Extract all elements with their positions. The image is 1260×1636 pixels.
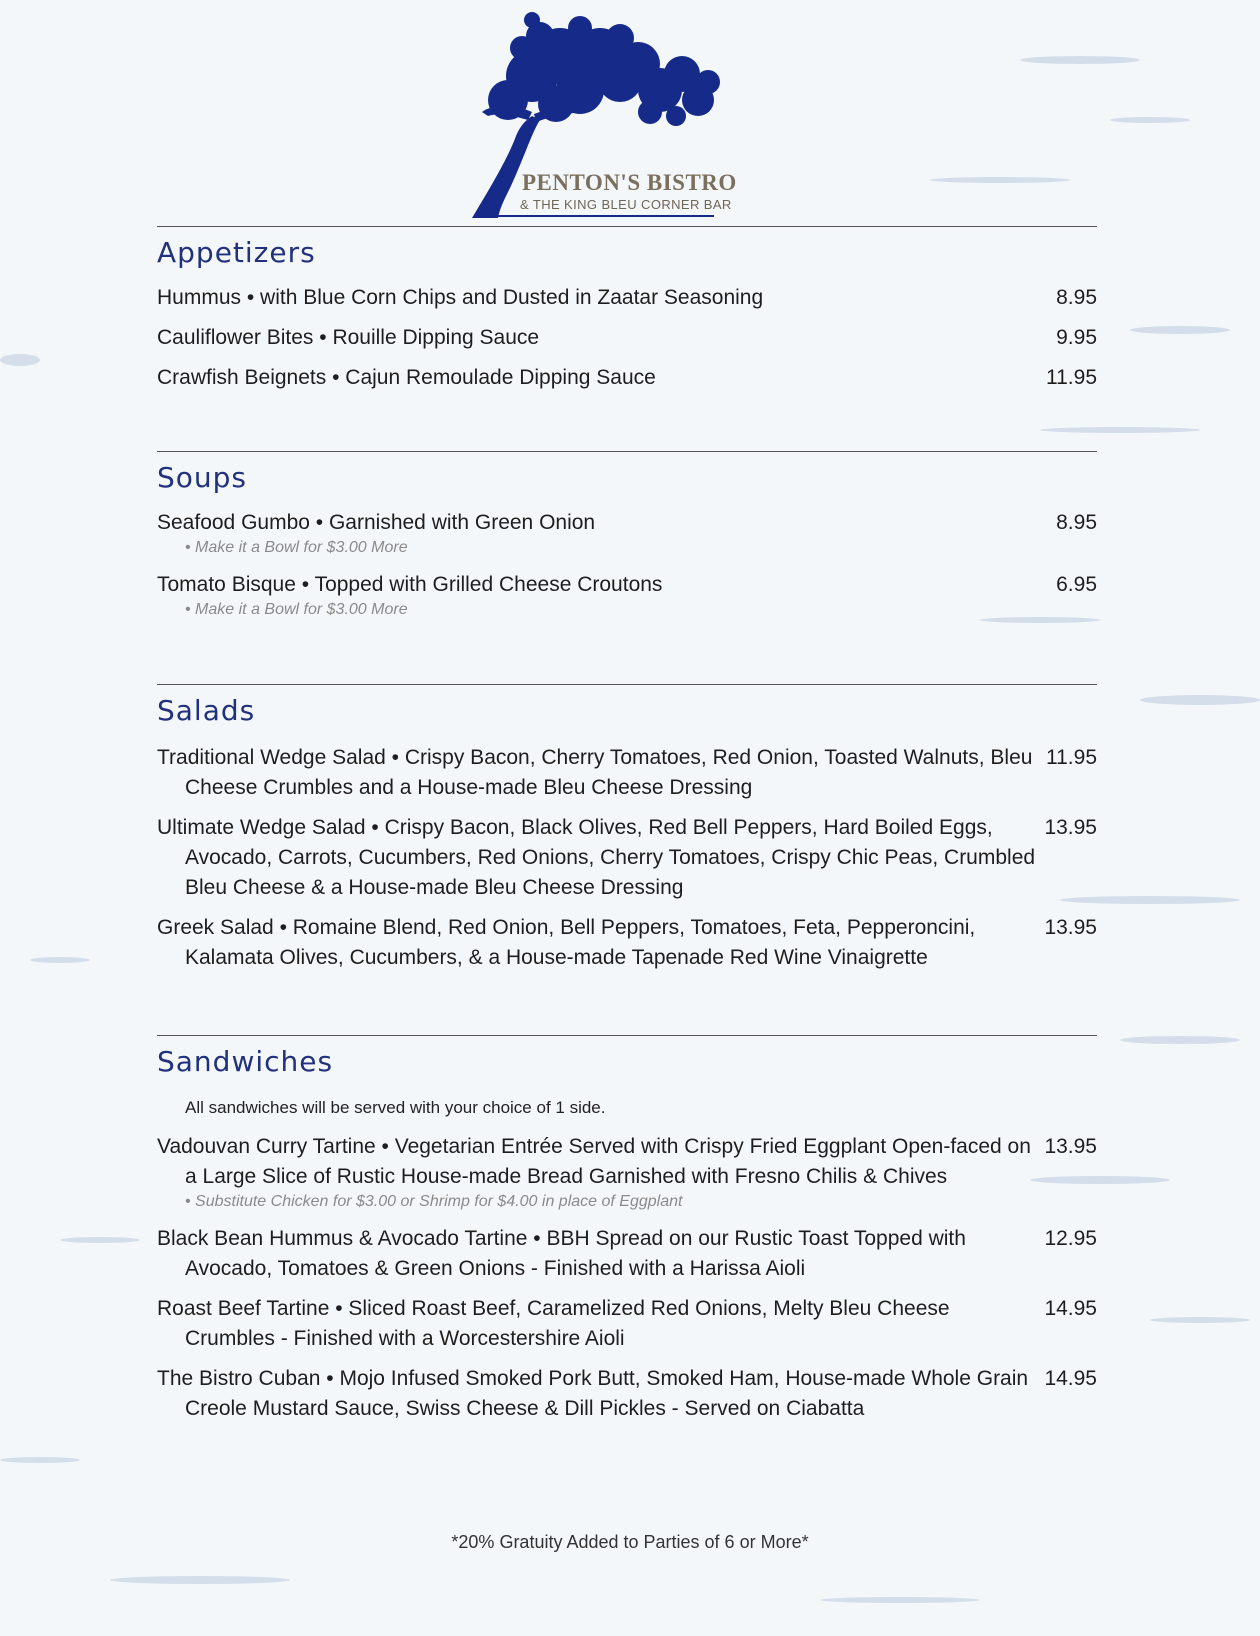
item-name: The Bistro Cuban	[157, 1367, 321, 1390]
item-price: 12.95	[1044, 1227, 1097, 1250]
menu-item	[157, 508, 1097, 560]
item-name: Greek Salad	[157, 916, 274, 939]
item-price: 14.95	[1044, 1367, 1097, 1390]
item-price: 8.95	[1056, 511, 1097, 534]
separator: •	[326, 366, 346, 389]
restaurant-logo	[470, 8, 760, 218]
logo-title: PENTON'S BISTRO	[522, 170, 737, 195]
item-note: • Make it a Bowl for $3.00 More	[185, 539, 408, 556]
item-price: 6.95	[1056, 573, 1097, 596]
item-price: 13.95	[1044, 1135, 1097, 1158]
section-title: Salads	[157, 694, 256, 727]
section-title: Appetizers	[157, 236, 316, 269]
section-soups	[157, 451, 1097, 684]
separator: •	[241, 286, 261, 309]
menu-item	[157, 1364, 1097, 1424]
menu-item	[157, 813, 1097, 903]
menu-item	[157, 1224, 1097, 1284]
item-name: Tomato Bisque	[157, 573, 296, 596]
item-description: BBH Spread on our Rustic Toast Topped with Avocado, Tomatoes & Green Onions - Finished with a Harissa Aioli	[185, 1227, 966, 1280]
section-title: Sandwiches	[157, 1045, 334, 1078]
gratuity-footer: *20% Gratuity Added to Parties of 6 or More*	[451, 1532, 809, 1552]
item-description: Cajun Remoulade Dipping Sauce	[345, 366, 656, 389]
item-description: Sliced Roast Beef, Caramelized Red Onions, Melty Bleu Cheese Crumbles - Finished with a Worcestershire Aioli	[185, 1297, 950, 1350]
separator: •	[313, 326, 333, 349]
item-note: • Make it a Bowl for $3.00 More	[185, 601, 408, 618]
item-name: Crawfish Beignets	[157, 366, 327, 389]
item-price: 11.95	[1046, 366, 1097, 389]
item-price: 13.95	[1044, 916, 1097, 939]
item-description: Rouille Dipping Sauce	[332, 326, 540, 349]
item-name: Cauliflower Bites	[157, 326, 314, 349]
item-price: 8.95	[1056, 286, 1097, 309]
separator: •	[320, 1367, 340, 1390]
section-salads	[157, 684, 1097, 1035]
separator: •	[329, 1297, 349, 1320]
item-name: Black Bean Hummus & Avocado Tartine	[157, 1227, 528, 1250]
item-name: Vadouvan Curry Tartine	[157, 1135, 376, 1158]
section-sandwiches	[157, 1035, 1097, 1424]
item-price: 9.95	[1056, 326, 1097, 349]
separator: •	[365, 816, 385, 839]
menu-item	[157, 1132, 1097, 1214]
logo-subtitle: & THE KING BLEU CORNER BAR	[520, 197, 732, 212]
menu-item	[157, 743, 1097, 803]
separator: •	[527, 1227, 547, 1250]
item-name: Roast Beef Tartine	[157, 1297, 330, 1320]
item-note: • Substitute Chicken for $3.00 or Shrimp for $4.00 in place of Eggplant	[185, 1193, 683, 1210]
separator: •	[309, 511, 329, 534]
section-title: Soups	[157, 461, 248, 494]
item-description: Romaine Blend, Red Onion, Bell Peppers, Tomatoes, Feta, Pepperoncini, Kalamata Olives, Cucumbers, & a House-made Tapenade Red Wine Vinaigrette	[185, 916, 976, 969]
item-description: Crispy Bacon, Black Olives, Red Bell Peppers, Hard Boiled Eggs, Avocado, Carrots, Cucumbers, Red Onions, Cherry Tomatoes, Crispy Chic Peas, Crumbled Bleu Cheese & a House-made Bleu Cheese Dressing	[185, 816, 1036, 899]
menu-content	[157, 226, 1097, 1424]
item-name: Seafood Gumbo	[157, 511, 310, 534]
separator: •	[375, 1135, 395, 1158]
item-price: 11.95	[1046, 746, 1097, 769]
item-description: Garnished with Green Onion	[328, 511, 596, 534]
menu-item	[157, 1294, 1097, 1354]
item-price: 14.95	[1044, 1297, 1097, 1320]
section-appetizers	[157, 226, 1097, 451]
section-intro: All sandwiches will be served with your choice of 1 side.	[185, 1098, 606, 1117]
item-description: Crispy Bacon, Cherry Tomatoes, Red Onion, Toasted Walnuts, Bleu Cheese Crumbles and a House-made Bleu Cheese Dressing	[185, 746, 1033, 799]
separator: •	[273, 916, 293, 939]
menu-item	[157, 283, 1097, 313]
menu-item	[157, 323, 1097, 353]
menu-item	[157, 570, 1097, 622]
item-description: Mojo Infused Smoked Pork Butt, Smoked Ham, House-made Whole Grain Creole Mustard Sauce, Swiss Cheese & Dill Pickles - Served on Ciabatta	[185, 1367, 1029, 1420]
item-description: Topped with Grilled Cheese Croutons	[314, 573, 663, 596]
item-description: with Blue Corn Chips and Dusted in Zaatar Seasoning	[260, 286, 764, 309]
separator: •	[385, 746, 405, 769]
item-name: Hummus	[157, 286, 242, 309]
menu-item	[157, 913, 1097, 973]
menu-item	[157, 363, 1097, 393]
separator: •	[295, 573, 315, 596]
item-description: Vegetarian Entrée Served with Crispy Fried Eggplant Open-faced on a Large Slice of Rustic House-made Bread Garnished with Fresno Chilis & Chives	[185, 1135, 1031, 1188]
item-name: Ultimate Wedge Salad	[157, 816, 366, 839]
item-name: Traditional Wedge Salad	[157, 746, 386, 769]
item-price: 13.95	[1044, 816, 1097, 839]
